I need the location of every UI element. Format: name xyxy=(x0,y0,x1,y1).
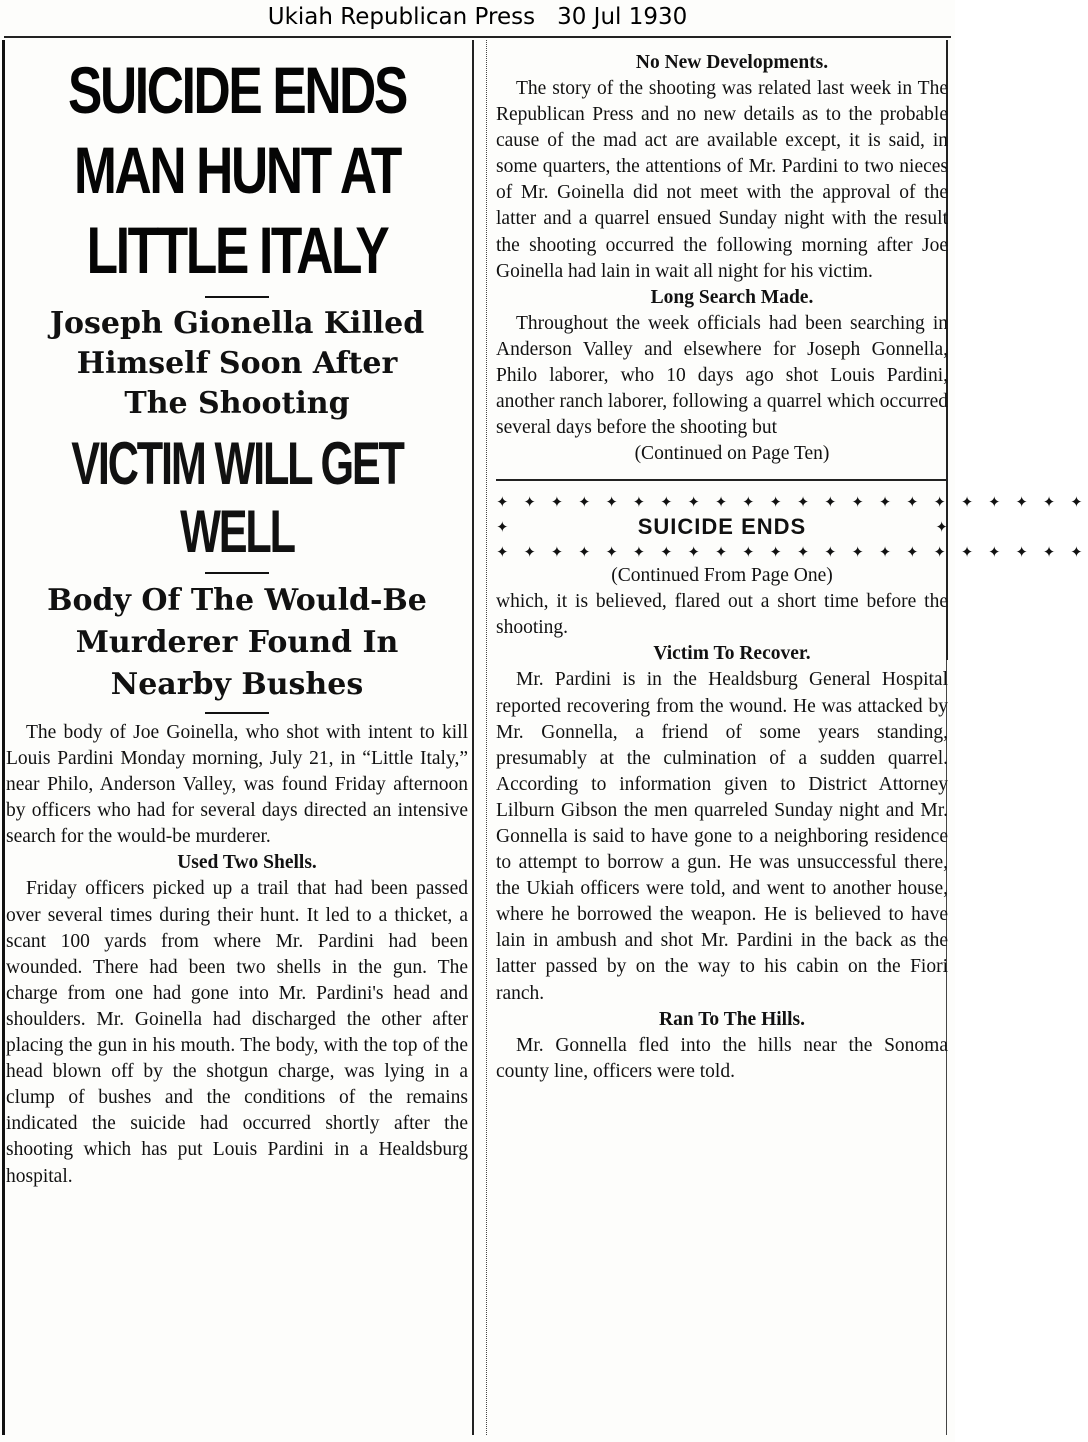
headline-line-3: LITTLE ITALY xyxy=(86,213,388,287)
first-deck xyxy=(6,304,468,424)
subhead-used-two-shells: Used Two Shells. xyxy=(177,852,317,874)
jump-article-body xyxy=(496,589,948,1085)
deck1-line-2: Himself Soon After xyxy=(76,346,398,381)
headline-line-1: SUICIDE ENDS xyxy=(67,53,407,127)
subhead-no-new-developments: No New Developments. xyxy=(635,52,829,73)
deck2-line-2: Murderer Found In xyxy=(75,625,399,660)
main-headline xyxy=(6,50,468,290)
paragraph-ran-to-hills: Mr. Gonnella fled into the hills near the Sonoma county line, officers were told. xyxy=(496,1034,948,1082)
paper-name: Ukiah Republican Press xyxy=(267,4,536,30)
paragraph-long-search: Throughout the week officials had been searching in Anderson Valley and elsewhere for Joseph Gonnella, Philo laborer, who 10 days ago shot Louis Pardini, another ranch laborer, following a quarrel which occurred several days before the shooting but xyxy=(496,312,948,439)
paragraph-no-new-developments: The story of the shooting was related last week in The Republican Press and no new details as to the probable cause of the mad act are available except, it is said, in some quarters, the attentions of Mr. Pardini to two nieces of Mr. Goinella did not meet with the approval of the latter and a quarrel ensued Sunday night with the result the shooting occurred the following morning after Joe Goinella had lain in wait all night for his victim. xyxy=(496,78,948,282)
paper-date: 30 Jul 1930 xyxy=(557,4,688,30)
second-deck xyxy=(6,580,468,706)
headline-line-2: MAN HUNT AT xyxy=(74,133,400,207)
body-divider xyxy=(205,712,269,714)
star-rule-bottom: ✦ ✦ ✦ ✦ ✦ ✦ ✦ ✦ ✦ ✦ ✦ ✦ ✦ ✦ ✦ ✦ ✦ ✦ ✦ ✦ ✦ ✦ xyxy=(496,543,1088,562)
right-article-body xyxy=(496,50,948,467)
headline-divider xyxy=(205,296,269,298)
paragraph-trail: Friday officers picked up a trail that had been passed over several times during their hunt. It led to a thicket, a scant 100 yards from where Mr. Pardini had been wounded. There had been two shells in the gun. The charge from one had gone into Mr. Pardini's head and shoulders. Mr. Goinella had discharged the other after placing the gun in his mouth. The body, with the top of the head blown off by the shotgun charge, was lying in a clump of bushes and the conditions of the remains indicated the suicide had occurred shortly after the shooting which has put Louis Pardini in a Healdsburg hospital. xyxy=(6,878,468,1187)
column-divider xyxy=(472,40,474,1435)
subhead-ran-to-hills: Ran To The Hills. xyxy=(659,1008,805,1030)
right-column xyxy=(496,50,1088,1435)
continued-on-note: (Continued on Page Ten) xyxy=(634,443,830,465)
deck2-line-3: Nearby Bushes xyxy=(110,667,364,702)
left-article-body xyxy=(6,720,468,1190)
clipping-caption xyxy=(0,2,955,32)
deck1-line-3: The Shooting xyxy=(124,386,350,421)
star-rule-top: ✦ ✦ ✦ ✦ ✦ ✦ ✦ ✦ ✦ ✦ ✦ ✦ ✦ ✦ ✦ ✦ ✦ ✦ ✦ ✦ ✦ ✦ xyxy=(496,493,1088,512)
star-left: ✦ xyxy=(496,518,509,537)
paragraph-body-found: The body of Joe Goinella, who shot with intent to kill Louis Pardini Monday morning, July 21, in “Little Italy,” near Philo, Anderson Valley, was found Friday afternoon by officers who had for several days directed an intensive search for the would-be murderer. xyxy=(6,722,468,848)
deck2-line-1: Body Of The Would-Be xyxy=(47,583,427,618)
star-right: ✦ xyxy=(935,518,948,537)
left-column-rule xyxy=(2,40,5,1435)
jump-head-row xyxy=(496,513,948,541)
jump-headline: SUICIDE ENDS xyxy=(637,514,807,540)
deck-divider xyxy=(205,572,269,574)
paragraph-victim-to-recover: Mr. Pardini is in the Healdsburg General Hospital reported recovering from the wound. He was attacked by Mr. Gonnella, a friend of some years standing, presumably at the culmination of a sudden quarrel. According to information given to District Attorney Lilburn Gibson the men quarreled Sunday night and Mr. Gonnella is said to have gone to a neighboring residence to attempt to borrow a gun. He was unsuccessful there, the Ukiah officers were told, and went to another house, where he borrowed the weapon. He is believed to have lain in ambush and shot Mr. Pardini in the back as the latter passed by on the way to his cabin on the Fiori ranch. xyxy=(496,669,948,1004)
left-column xyxy=(6,50,468,1435)
jump-divider xyxy=(496,479,948,481)
continued-from-note: (Continued From Page One) xyxy=(611,565,833,587)
victim-headline: VICTIM WILL GET WELL xyxy=(71,430,403,565)
top-border xyxy=(4,36,951,38)
deck1-line-1: Joseph Gionella Killed xyxy=(49,306,425,341)
paragraph-jump-opening: which, it is believed, flared out a short time before the shooting. xyxy=(496,591,948,639)
subhead-victim-to-recover: Victim To Recover. xyxy=(653,643,811,665)
jump-section xyxy=(496,491,1088,1085)
column-divider-dotted xyxy=(486,40,487,1435)
subhead-long-search: Long Search Made. xyxy=(650,286,814,308)
